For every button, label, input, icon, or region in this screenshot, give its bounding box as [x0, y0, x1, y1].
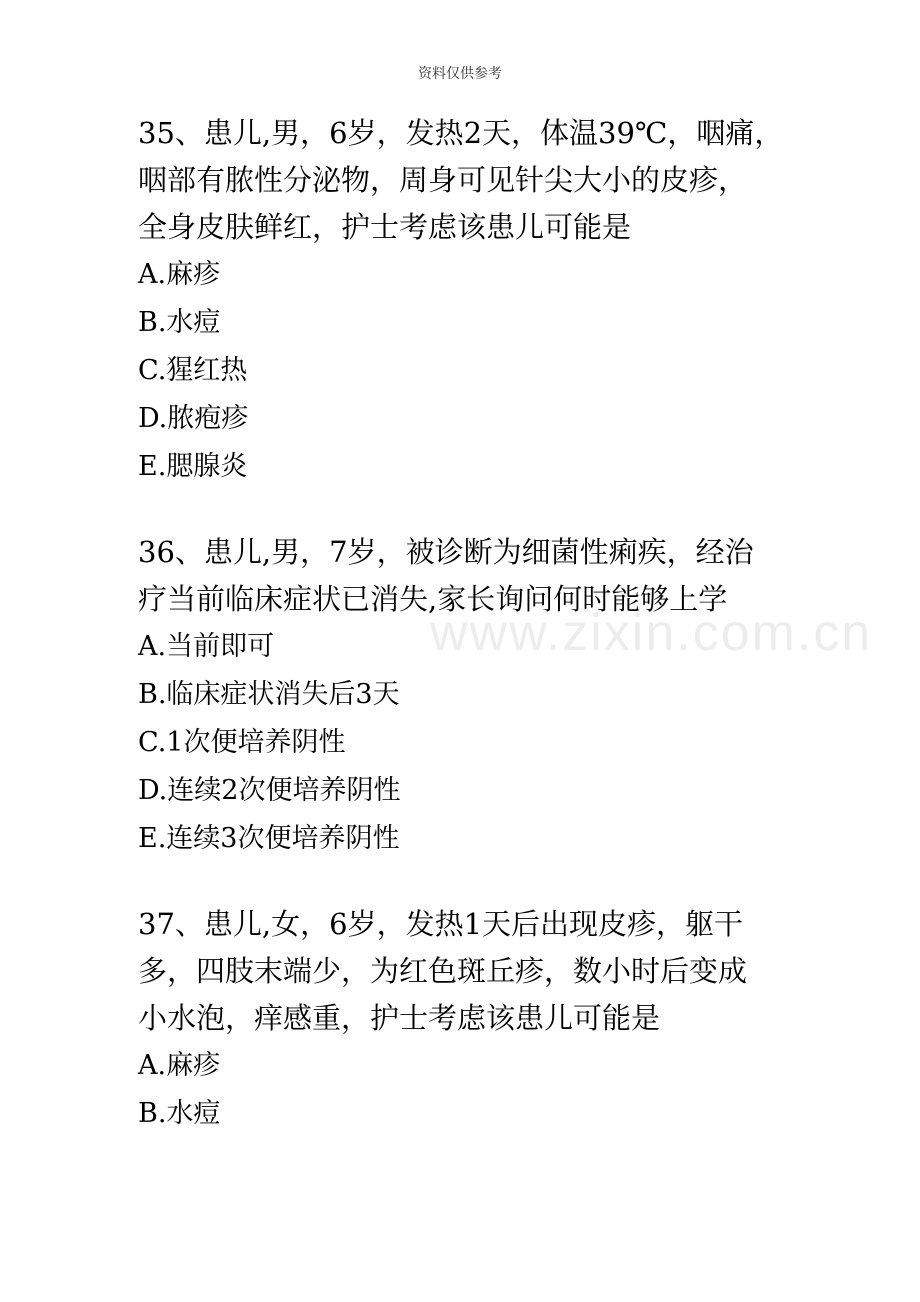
question-stem-line: 疗当前临床症状已消失,家长询问何时能够上学 [138, 582, 728, 616]
question-35 [138, 110, 818, 491]
option-d: D.脓疱疹 [138, 403, 249, 434]
question-stem-line: 咽部有脓性分泌物，周身可见针尖大小的皮疹， [138, 163, 748, 197]
option-b: B.水痘 [138, 1098, 221, 1129]
watermark: www.zixin.com.cn [430, 604, 873, 662]
option-e: E.腮腺炎 [138, 451, 248, 482]
option-c: C.猩红热 [138, 355, 248, 386]
option-e: E.连续3次便培养阴性 [138, 823, 400, 854]
option-b: B.临床症状消失后3天 [138, 679, 400, 710]
option-a: A.麻疹 [138, 259, 221, 290]
page-header: 资料仅供参考 [418, 66, 502, 82]
question-stem-line: 37、患儿,女，6岁，发热1天后出现皮疹，躯干 [138, 907, 744, 941]
option-a: A.当前即可 [138, 631, 275, 662]
question-36 [138, 529, 818, 863]
document-body [138, 110, 818, 1176]
question-stem-line: 全身皮肤鲜红，护士考虑该患儿可能是 [138, 210, 632, 244]
option-c: C.1次便培养阴性 [138, 727, 346, 758]
option-a: A.麻疹 [138, 1050, 221, 1081]
option-b: B.水痘 [138, 307, 221, 338]
question-37 [138, 901, 818, 1138]
question-stem-line: 多，四肢末端少，为红色斑丘疹，数小时后变成 [138, 954, 748, 988]
option-d: D.连续2次便培养阴性 [138, 775, 401, 806]
question-stem-line: 小水泡，痒感重，护士考虑该患儿可能是 [138, 1001, 661, 1035]
question-stem-line: 36、患儿,男，7岁，被诊断为细菌性痢疾，经治 [138, 535, 754, 569]
question-stem-line: 35、患儿,男，6岁，发热2天，体温39℃，咽痛， [138, 116, 784, 150]
